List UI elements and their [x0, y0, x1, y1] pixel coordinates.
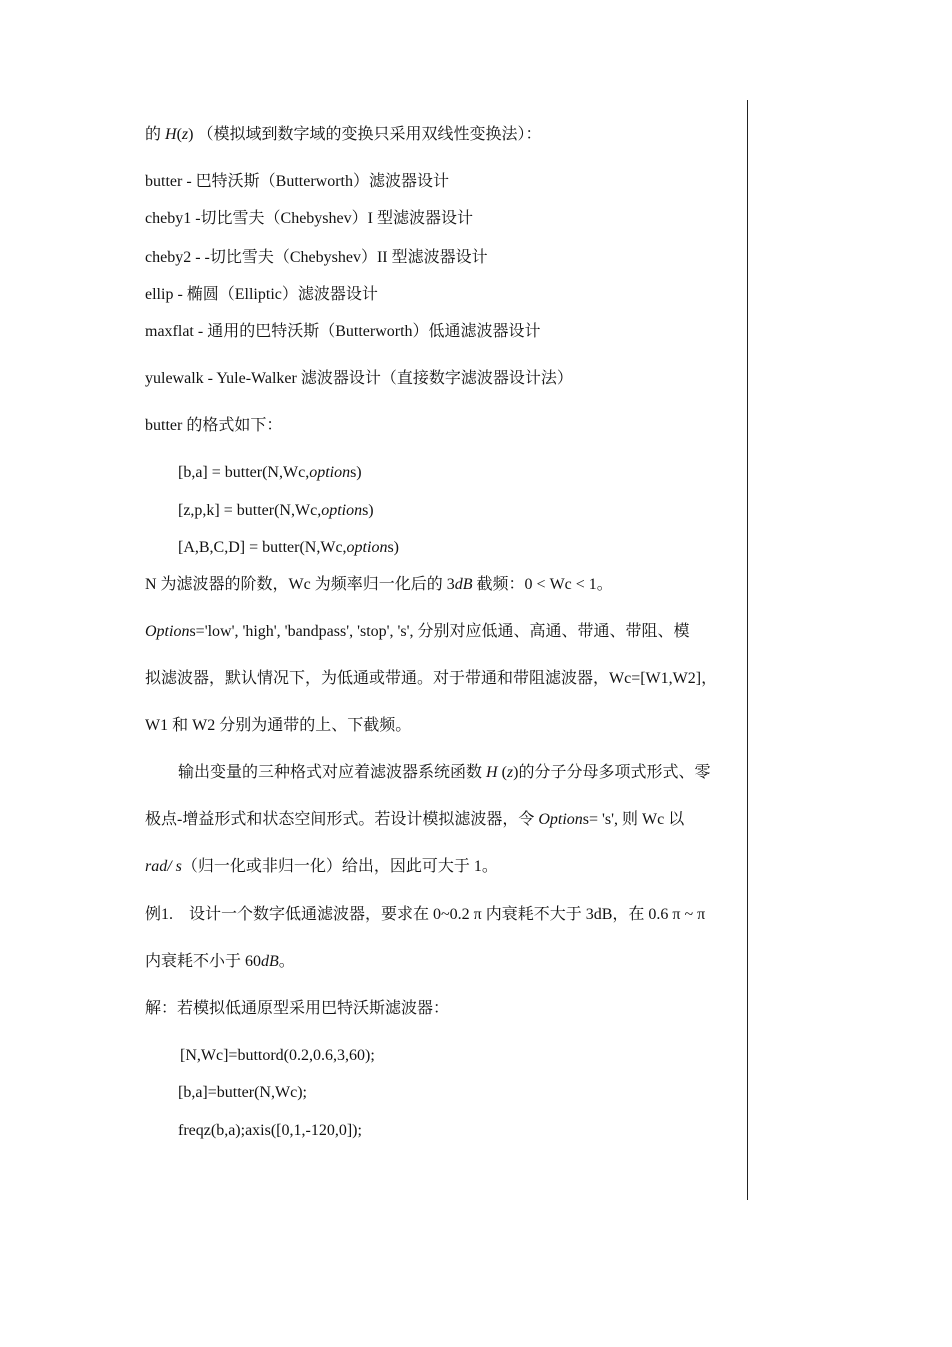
text-line: 拟滤波器，默认情况下，为低通或带通。对于带通和带阻滤波器，Wc=[W1,W2]， [145, 670, 718, 687]
code-line: [b,a]=butter(N,Wc); [178, 1084, 307, 1101]
solution-line: 解：若模拟低通原型采用巴特沃斯滤波器： [145, 1000, 450, 1017]
list-item: ellip - 椭圆（Elliptic）滤波器设计 [145, 286, 378, 303]
code-line: [b,a] = butter(N,Wc,options) [178, 464, 362, 481]
code-line: [A,B,C,D] = butter(N,Wc,options) [178, 539, 399, 556]
code-line: [N,Wc]=buttord(0.2,0.6,3,60); [180, 1047, 375, 1064]
code-line: [z,p,k] = butter(N,Wc,options) [178, 502, 374, 519]
text-line: rad/ s（归一化或非归一化）给出，因此可大于 1。 [145, 858, 498, 875]
text-line: N 为滤波器的阶数，Wc 为频率归一化后的 3dB 截频：0 < Wc < 1。 [145, 576, 613, 593]
example-line: 例1. 设计一个数字低通滤波器，要求在 0~0.2 π 内衰耗不大于 3dB，在 0.6 π ~ π [145, 906, 706, 923]
list-item: butter - 巴特沃斯（Butterworth）滤波器设计 [145, 173, 449, 190]
list-item: cheby1 -切比雪夫（Chebyshev）I 型滤波器设计 [145, 210, 473, 227]
intro-line: 的 H(z) （模拟域到数字域的变换只采用双线性变换法）： [145, 126, 542, 143]
code-line: freqz(b,a);axis([0,1,-120,0]); [178, 1122, 362, 1139]
text-line: Options='low', 'high', 'bandpass', 'stop', 's', 分别对应低通、高通、带通、带阻、模 [145, 623, 690, 640]
text-line: 输出变量的三种格式对应着滤波器系统函数 H (z)的分子分母多项式形式、零 [178, 764, 711, 781]
list-item: cheby2 - -切比雪夫（Chebyshev）II 型滤波器设计 [145, 249, 488, 266]
list-item: maxflat - 通用的巴特沃斯（Butterworth）低通滤波器设计 [145, 323, 541, 340]
example-line: 内衰耗不小于 60dB。 [145, 953, 295, 970]
text-line: 极点-增益形式和状态空间形式。若设计模拟滤波器，令 Options= 's', 则 Wc 以 [145, 811, 685, 828]
text-line: W1 和 W2 分别为通带的上、下截频。 [145, 717, 412, 734]
format-heading: butter 的格式如下： [145, 417, 283, 434]
list-item: yulewalk - Yule-Walker 滤波器设计（直接数字滤波器设计法） [145, 370, 573, 387]
margin-rule [747, 100, 748, 1200]
